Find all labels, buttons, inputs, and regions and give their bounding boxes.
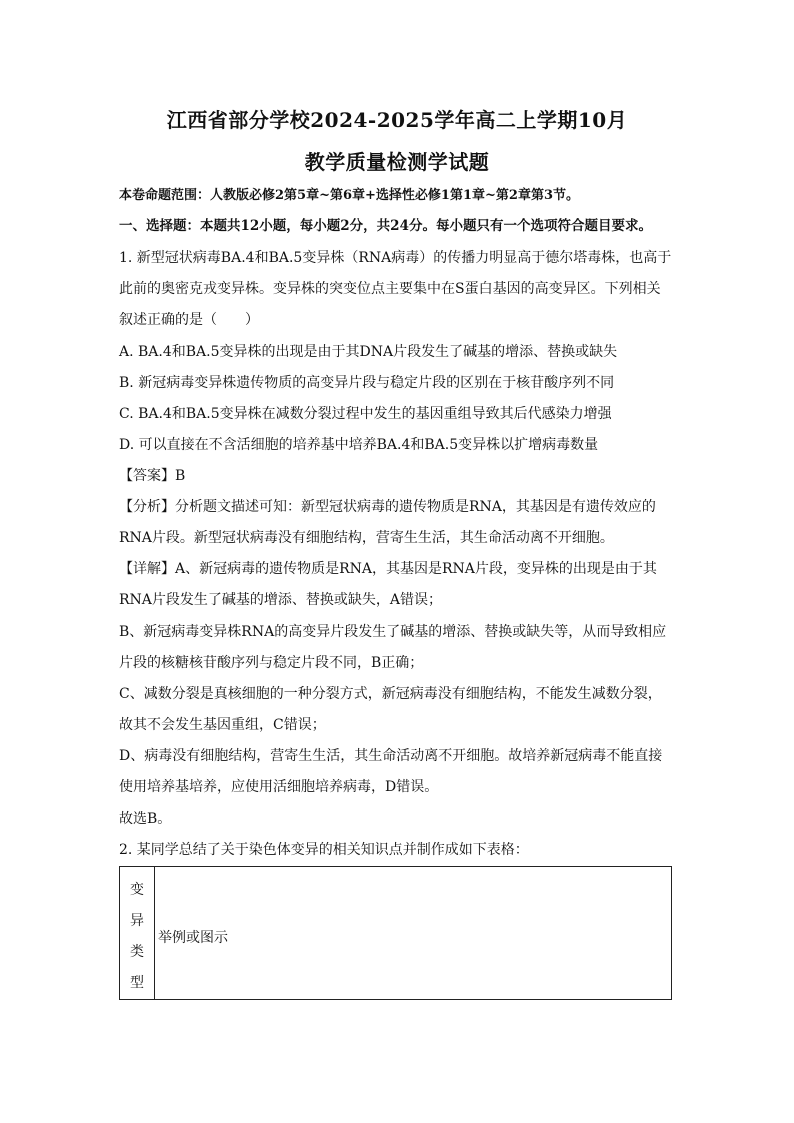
section-heading: 一、选择题：本题共12小题，每小题2分，共24分。每小题只有一个选项符合题目要求。 [119,218,652,234]
q1-answer: 【答案】B [119,468,186,484]
q1-option-d: D. 可以直接在不含活细胞的培养基中培养BA.4和BA.5变异株以扩增病毒数量 [119,437,599,453]
table-header-char: 类 [130,944,144,960]
q1-detail-line: 【详解】A、新冠病毒的遗传物质是RNA，其基因是RNA片段，变异株的出现是由于其 [119,561,657,577]
q1-detail-line: 使用培养基培养，应使用活细胞培养病毒，D错误。 [119,779,439,795]
q1-analysis-line: RNA片段。新型冠状病毒没有细胞结构，营寄生生活，其生命活动离不开细胞。 [119,530,614,546]
q1-detail-line: 故其不会发生基因重组，C错误； [119,717,326,733]
q1-analysis-line: 【分析】分析题文描述可知：新型冠状病毒的遗传物质是RNA，其基因是有遗传效应的 [119,499,656,515]
title-line-1: 江西省部分学校2024-2025学年高二上学期10月 [166,108,628,132]
q2-stem: 2. 某同学总结了关于染色体变异的相关知识点并制作成如下表格： [119,842,529,858]
table-header-char: 变 [130,882,144,898]
variation-table [119,866,672,1000]
q1-option-c: C. BA.4和BA.5变异株在减数分裂过程中发生的基因重组导致其后代感染力增强 [119,406,612,422]
table-column-label: 举例或图示 [158,930,228,946]
table-header-cell [120,867,155,999]
q1-conclusion: 故选B。 [119,811,172,827]
q1-detail-line: RNA片段发生了碱基的增添、替换或缺失，A错误； [119,592,443,608]
q1-option-a: A. BA.4和BA.5变异株的出现是由于其DNA片段发生了碱基的增添、替换或缺失 [119,344,618,360]
q1-detail-line: B、新冠病毒变异株RNA的高变异片段发生了碱基的增添、替换或缺失等，从而导致相应 [119,624,667,640]
q1-stem-line: 此前的奥密克戎变异株。变异株的突变位点主要集中在S蛋白基因的高变异区。下列相关 [119,281,661,297]
q1-detail-line: D、病毒没有细胞结构，营寄生生活，其生命活动离不开细胞。故培养新冠病毒不能直接 [119,748,663,764]
q1-stem-line: 叙述正确的是（ ） [119,312,259,328]
table-header-char: 异 [130,913,144,929]
title-line-2: 教学质量检测学试题 [304,150,490,174]
q1-stem-line: 1. 新型冠状病毒BA.4和BA.5变异株（RNA病毒）的传播力明显高于德尔塔毒株，也高于 [119,250,672,266]
q1-option-b: B. 新冠病毒变异株遗传物质的高变异片段与稳定片段的区别在于核苷酸序列不同 [119,375,615,391]
q1-detail-line: C、减数分裂是真核细胞的一种分裂方式，新冠病毒没有细胞结构，不能发生减数分裂， [119,686,662,702]
q1-detail-line: 片段的核糖核苷酸序列与稳定片段不同，B正确； [119,655,424,671]
table-header-char: 型 [130,975,144,991]
exam-scope: 本卷命题范围：人教版必修2第5章~第6章+选择性必修1第1章~第2章第3节。 [119,188,579,203]
